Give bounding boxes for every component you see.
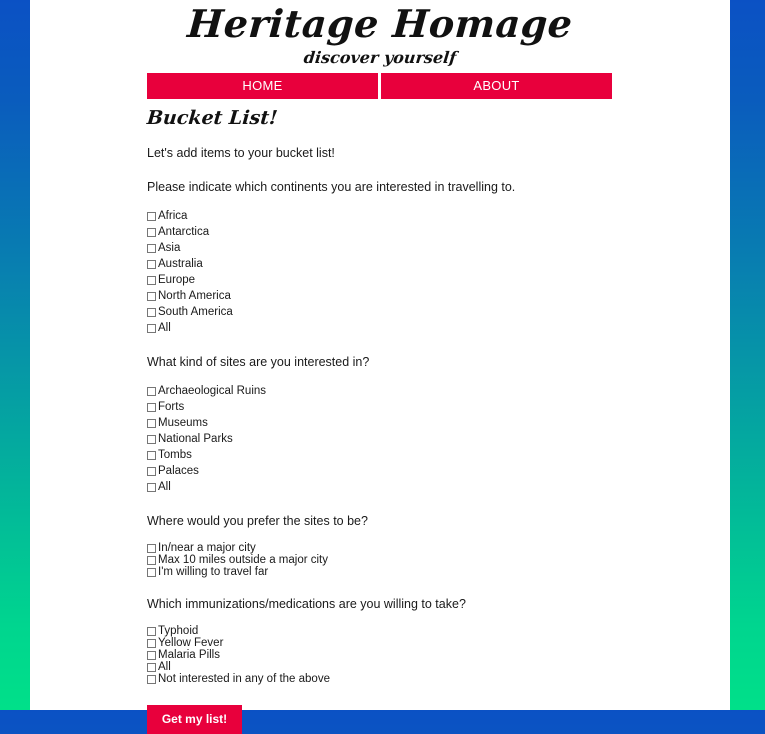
bucket-list-form [147, 107, 707, 734]
option-row[interactable] [147, 288, 707, 304]
option-label[interactable]: Yellow Fever [158, 637, 224, 649]
checkbox-continent-asia[interactable] [147, 244, 156, 253]
option-row[interactable] [147, 272, 707, 288]
option-row[interactable] [147, 661, 707, 673]
option-row[interactable] [147, 554, 707, 566]
option-label[interactable]: Max 10 miles outside a major city [158, 554, 329, 566]
checkbox-immunization-all[interactable] [147, 663, 156, 672]
site-tagline: discover yourself [302, 48, 458, 67]
option-label[interactable]: Africa [158, 210, 188, 222]
checkbox-location-near-major-city[interactable] [147, 544, 156, 553]
nav-item-home[interactable]: HOME [147, 73, 378, 99]
option-row[interactable] [147, 383, 707, 399]
question-label-immunizations: Which immunizations/medications are you willing to take? [147, 597, 466, 611]
checkbox-continent-north-america[interactable] [147, 292, 156, 301]
option-row[interactable] [147, 566, 707, 578]
get-my-list-button[interactable]: Get my list! [147, 705, 242, 734]
site-title: Heritage Homage [185, 1, 575, 46]
checkbox-immunization-typhoid[interactable] [147, 627, 156, 636]
option-label[interactable]: I'm willing to travel far [158, 566, 269, 578]
option-row[interactable] [147, 649, 707, 661]
option-label[interactable]: South America [158, 306, 233, 318]
option-label[interactable]: All [158, 322, 171, 334]
checkbox-immunization-yellow-fever[interactable] [147, 639, 156, 648]
submit-row [147, 705, 707, 734]
option-row[interactable] [147, 542, 707, 554]
intro-text: Let's add items to your bucket list! [147, 146, 335, 160]
option-label[interactable]: National Parks [158, 433, 233, 445]
option-label[interactable]: North America [158, 290, 231, 302]
option-label[interactable]: Europe [158, 274, 196, 286]
page-title: Bucket List! [146, 107, 279, 129]
site-branding [30, 0, 730, 68]
option-row[interactable] [147, 637, 707, 649]
checkbox-continent-all[interactable] [147, 324, 156, 333]
checkbox-immunization-none[interactable] [147, 675, 156, 684]
option-label[interactable]: Palaces [158, 465, 199, 477]
checkbox-immunization-malaria-pills[interactable] [147, 651, 156, 660]
option-label[interactable]: Antarctica [158, 226, 210, 238]
checkbox-continent-antarctica[interactable] [147, 228, 156, 237]
main-navigation [147, 73, 612, 99]
option-group-continents [147, 208, 707, 336]
checkbox-continent-south-america[interactable] [147, 308, 156, 317]
question-label-site-types: What kind of sites are you interested in? [147, 355, 370, 369]
option-label[interactable]: Malaria Pills [158, 649, 220, 661]
option-label[interactable]: Archaeological Ruins [158, 385, 267, 397]
checkbox-site-forts[interactable] [147, 403, 156, 412]
checkbox-location-travel-far[interactable] [147, 568, 156, 577]
option-label[interactable]: Asia [158, 242, 181, 254]
option-label[interactable]: All [158, 661, 171, 673]
option-row[interactable] [147, 673, 707, 685]
checkbox-site-all[interactable] [147, 483, 156, 492]
option-row[interactable] [147, 256, 707, 272]
checkbox-site-tombs[interactable] [147, 451, 156, 460]
option-row[interactable] [147, 625, 707, 637]
option-row[interactable] [147, 399, 707, 415]
option-row[interactable] [147, 304, 707, 320]
option-row[interactable] [147, 320, 707, 336]
option-label[interactable]: All [158, 481, 171, 493]
option-label[interactable]: Forts [158, 401, 185, 413]
question-label-location: Where would you prefer the sites to be? [147, 514, 368, 528]
option-group-site-types [147, 383, 707, 495]
option-label[interactable]: Australia [158, 258, 203, 270]
nav-item-about[interactable]: ABOUT [381, 73, 612, 99]
option-label[interactable]: Tombs [158, 449, 192, 461]
option-row[interactable] [147, 240, 707, 256]
checkbox-continent-europe[interactable] [147, 276, 156, 285]
option-row[interactable] [147, 479, 707, 495]
option-label[interactable]: In/near a major city [158, 542, 256, 554]
checkbox-location-max-10-miles[interactable] [147, 556, 156, 565]
option-row[interactable] [147, 431, 707, 447]
checkbox-site-national-parks[interactable] [147, 435, 156, 444]
option-group-location [147, 542, 707, 578]
option-label[interactable]: Not interested in any of the above [158, 673, 330, 685]
question-label-continents: Please indicate which continents you are interested in travelling to. [147, 180, 516, 194]
option-row[interactable] [147, 463, 707, 479]
checkbox-site-museums[interactable] [147, 419, 156, 428]
option-row[interactable] [147, 224, 707, 240]
checkbox-site-palaces[interactable] [147, 467, 156, 476]
page-sheet [30, 0, 730, 726]
option-row[interactable] [147, 447, 707, 463]
checkbox-site-archaeological-ruins[interactable] [147, 387, 156, 396]
option-label[interactable]: Museums [158, 417, 208, 429]
option-row[interactable] [147, 208, 707, 224]
option-row[interactable] [147, 415, 707, 431]
option-group-immunizations [147, 625, 707, 685]
checkbox-continent-africa[interactable] [147, 212, 156, 221]
option-label[interactable]: Typhoid [158, 625, 199, 637]
checkbox-continent-australia[interactable] [147, 260, 156, 269]
